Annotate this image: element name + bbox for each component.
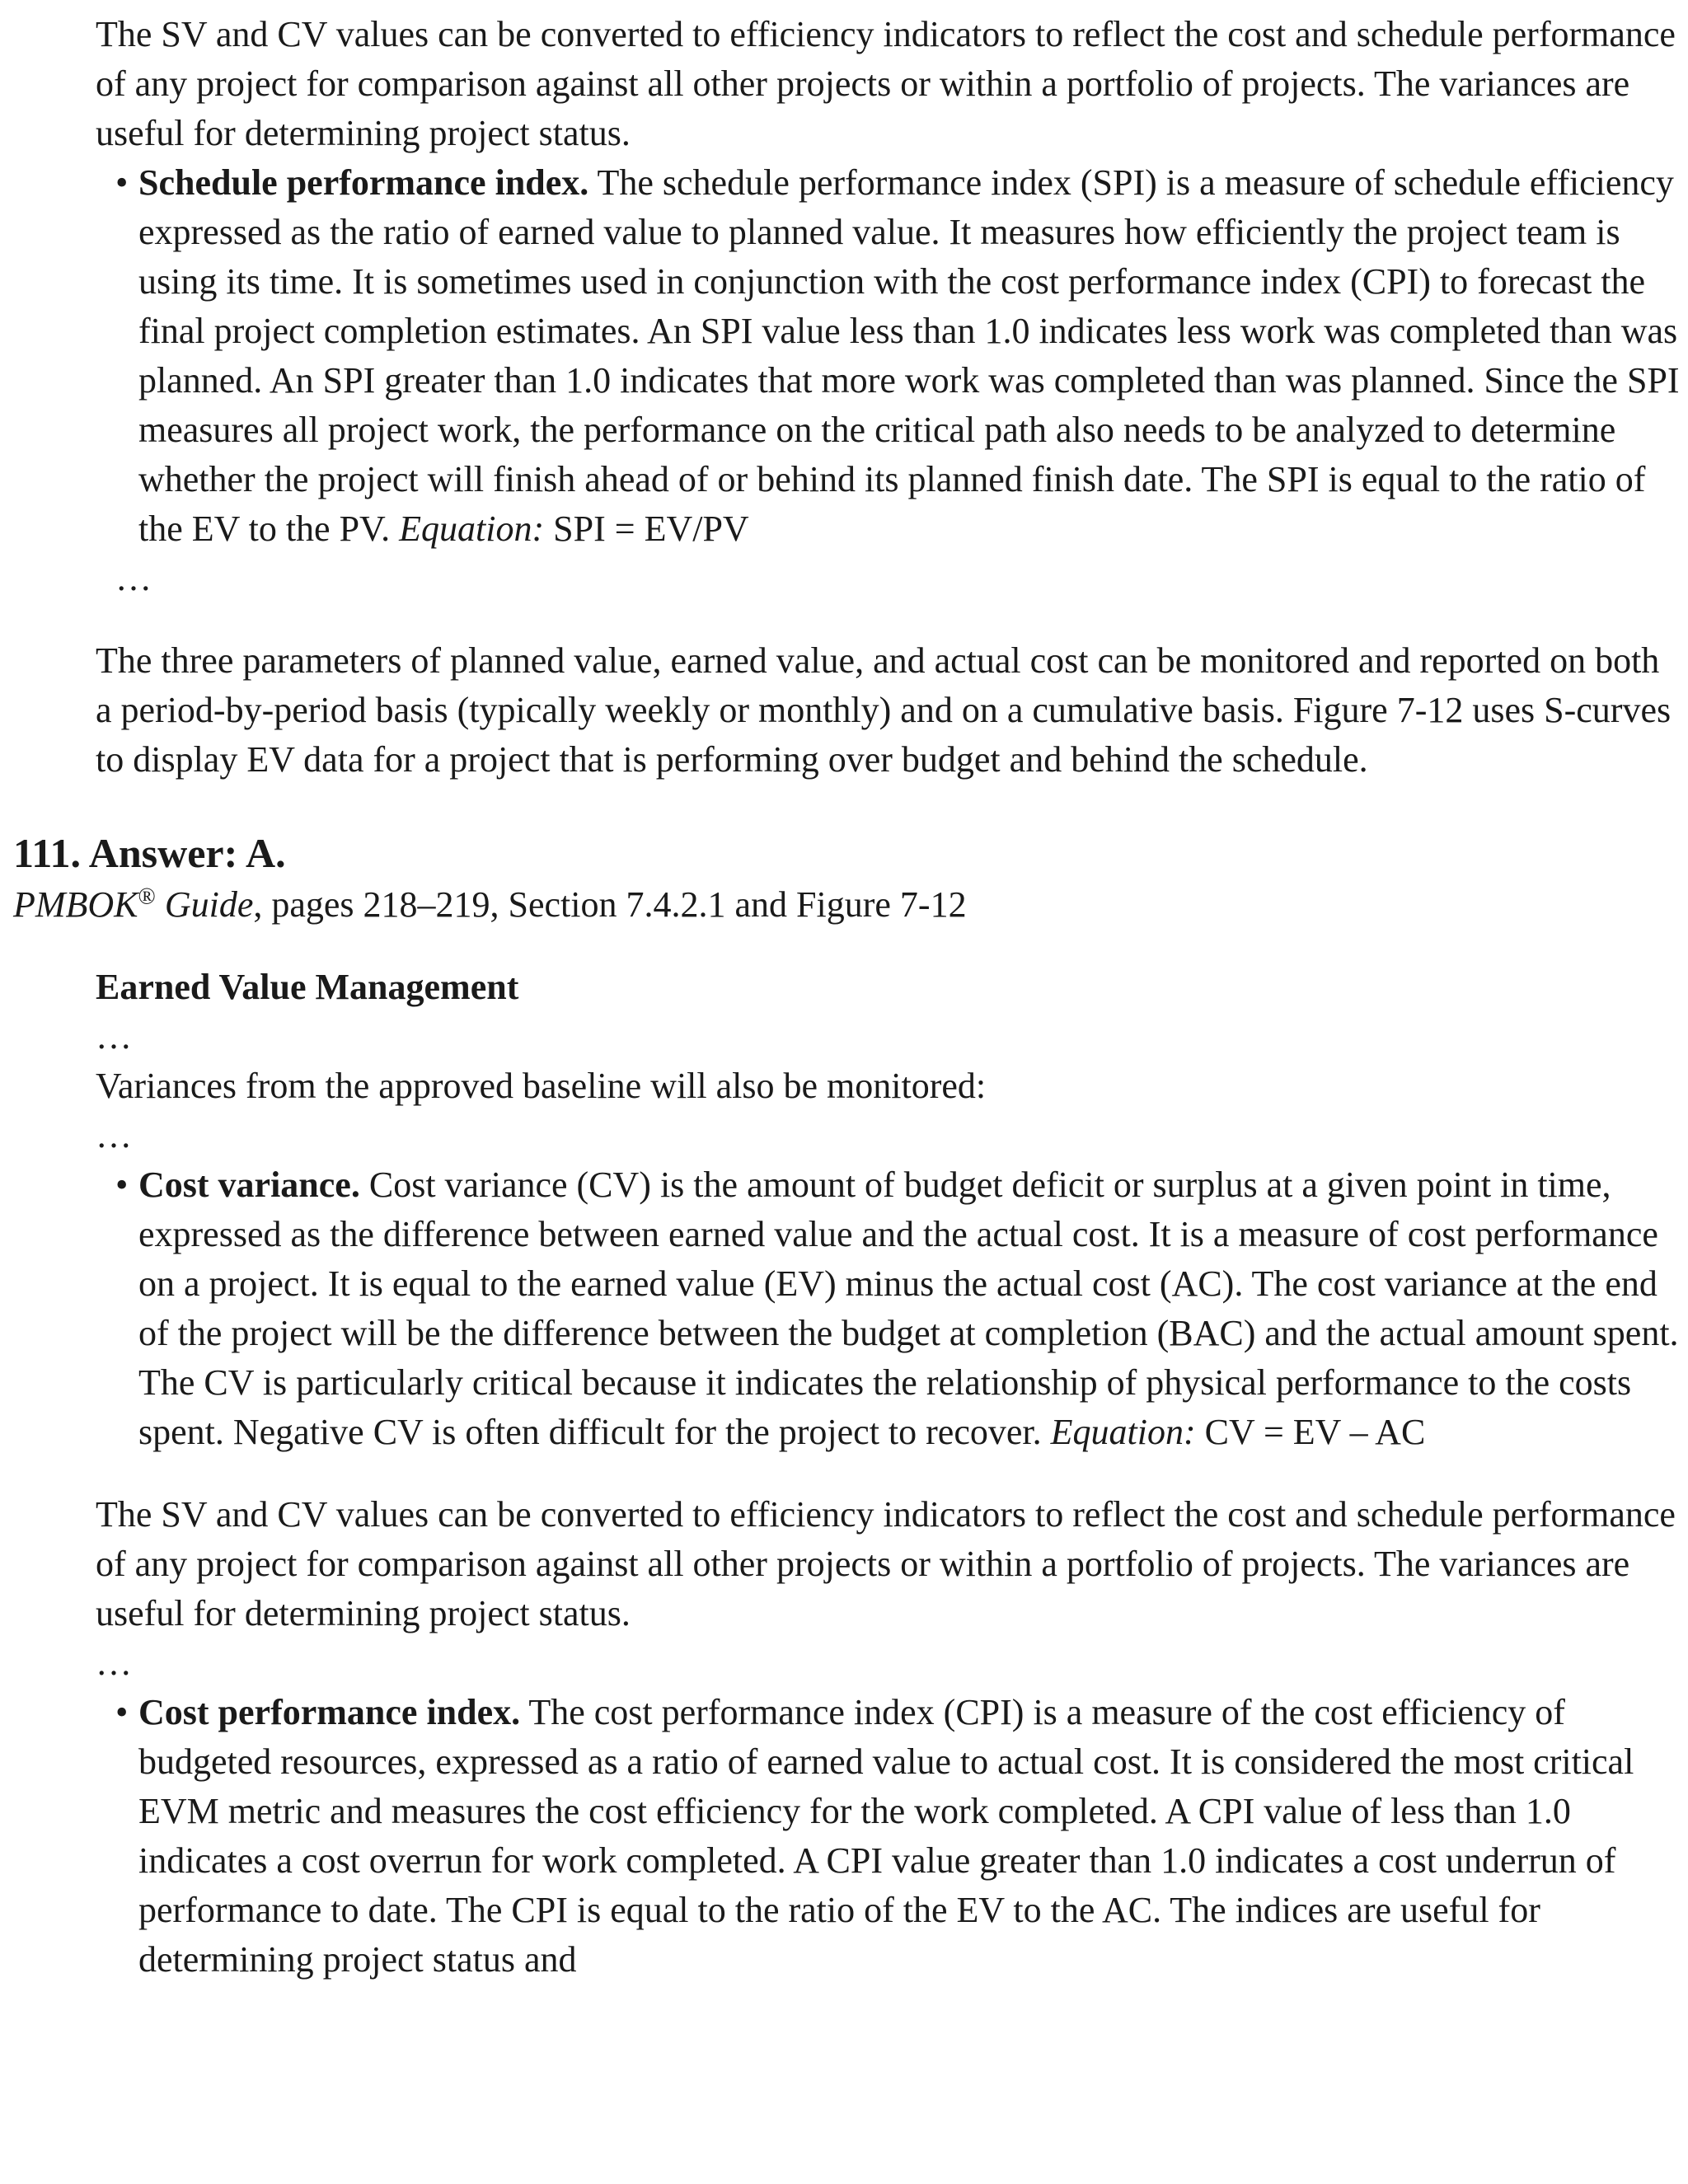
s-curve-paragraph: The three parameters of planned value, earned value, and actual cost can be monitored and reported on both a period-by-period basis (typically weekly or monthly) and on a cumulative basis. Figure 7-12 uses S-curves to display EV data for a project that is performing over budget and behind the schedule. bbox=[96, 640, 1672, 780]
spi-text: The schedule performance index (SPI) is a measure of schedule efficiency expressed as the ratio of earned value to planned value. It measures how efficiently the project team is using its time. It is sometimes used in conjunction with the cost performance index (CPI) to forecast the final project completion estimates. An SPI value less than 1.0 indicates less work was completed than was planned. An SPI greater than 1.0 indicates that more work was completed than was planned. Since the SPI measures all project work, the performance on the critical path also needs to be analyzed to determine whether the project will finish ahead of or behind its planned finish date. The SPI is equal to the ratio of the EV to the PV. bbox=[138, 162, 1680, 549]
cpi-term: Cost performance index. bbox=[138, 1692, 521, 1732]
ellipsis: … bbox=[96, 1115, 132, 1155]
bullet-marker: • bbox=[115, 1692, 129, 1732]
spi-bullet-body bbox=[138, 158, 1681, 554]
reference-book: PMBOK bbox=[13, 884, 138, 925]
bullet-marker: • bbox=[115, 162, 129, 203]
reference-line bbox=[13, 880, 1688, 930]
registered-mark: ® bbox=[138, 883, 156, 910]
ellipsis: … bbox=[115, 558, 152, 598]
intro-paragraph: The SV and CV values can be converted to efficiency indicators to reflect the cost and schedule performance of any project for comparison against all other projects or within a portfolio of projects. The variances are useful for determining project status. bbox=[96, 14, 1676, 153]
cv-bullet bbox=[115, 1160, 1681, 1457]
cpi-bullet bbox=[115, 1688, 1681, 1985]
reference-book-suffix: Guide bbox=[155, 884, 254, 925]
efficiency-paragraph: The SV and CV values can be converted to efficiency indicators to reflect the cost and schedule performance of any project for comparison against all other projects or within a portfolio of projects. The variances are useful for determining project status. bbox=[96, 1494, 1676, 1633]
spi-bullet bbox=[115, 158, 1681, 554]
variances-intro: Variances from the approved baseline will also be monitored: bbox=[96, 1066, 987, 1106]
ellipsis: … bbox=[96, 1643, 132, 1683]
cpi-text: The cost performance index (CPI) is a measure of the cost efficiency of budgeted resources, expressed as a ratio of earned value to actual cost. It is considered the most critical EVM metric and measures the cost efficiency for the work completed. A CPI value of less than 1.0 indicates a cost overrun for work completed. A CPI value greater than 1.0 indicates a cost underrun of performance to date. The CPI is equal to the ratio of the EV to the AC. The indices are useful for determining project status and bbox=[138, 1692, 1634, 1980]
bullet-marker: • bbox=[115, 1165, 129, 1205]
answer-heading: 111. Answer: A. bbox=[13, 830, 286, 876]
spi-equation: SPI = EV/PV bbox=[544, 509, 749, 549]
cv-term: Cost variance. bbox=[138, 1165, 360, 1205]
ellipsis: … bbox=[96, 1016, 132, 1057]
cv-equation-label: Equation: bbox=[1050, 1412, 1196, 1452]
reference-rest: , pages 218–219, Section 7.4.2.1 and Figure 7-12 bbox=[253, 884, 967, 925]
cv-equation: CV = EV – AC bbox=[1195, 1412, 1426, 1452]
cpi-bullet-body bbox=[138, 1688, 1681, 1985]
spi-equation-label: Equation: bbox=[399, 509, 545, 549]
spi-term: Schedule performance index. bbox=[138, 162, 589, 203]
section-heading: Earned Value Management bbox=[96, 967, 519, 1007]
cv-bullet-body bbox=[138, 1160, 1681, 1457]
cv-text: Cost variance (CV) is the amount of budget deficit or surplus at a given point in time, expressed as the difference between earned value and the actual cost. It is a measure of cost performance on a project. It is equal to the earned value (EV) minus the actual cost (AC). The cost variance at the end of the project will be the difference between the budget at completion (BAC) and the actual amount spent. The CV is particularly critical because it indicates the relationship of physical performance to the costs spent. Negative CV is often difficult for the project to recover. bbox=[138, 1165, 1679, 1452]
